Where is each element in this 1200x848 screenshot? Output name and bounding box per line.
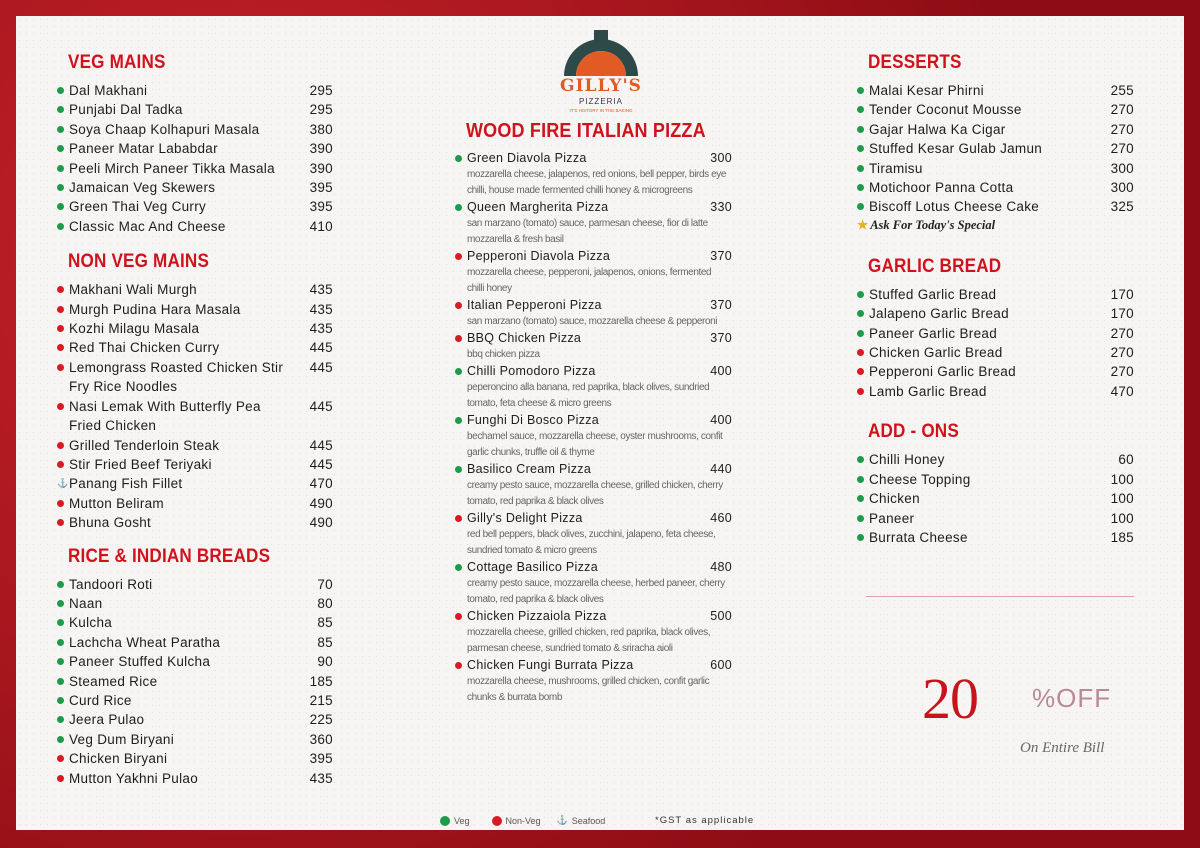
item-name: Biscoff Lotus Cheese Cake [869, 199, 1040, 215]
veg-dot-icon [57, 165, 64, 172]
menu-item [57, 652, 333, 671]
menu-item [57, 494, 333, 513]
item-price: 330 [710, 200, 732, 214]
menu-item [57, 178, 333, 197]
item-name: Stir Fried Beef Teriyaki [69, 456, 212, 472]
item-price: 360 [309, 731, 333, 747]
item-name: Jalapeno Garlic Bread [869, 306, 1009, 322]
menu-item [57, 197, 333, 216]
item-price: 270 [1110, 325, 1134, 341]
menu-item [57, 139, 333, 158]
item-name: Lamb Garlic Bread [869, 383, 987, 399]
item-name: Makhani Wali Murgh [69, 282, 197, 298]
item-name: Classic Mac And Cheese [69, 218, 226, 234]
item-name: Chicken Pizzaiola Pizza [467, 609, 607, 623]
menu-item [455, 412, 732, 429]
item-price: 225 [309, 712, 333, 728]
item-description: mozzarella cheese, jalapenos, red onions, bell pepper, birds eye chilli, house made fermented chilli honey & microgreens [467, 169, 727, 196]
item-price: 395 [309, 180, 333, 196]
item-price: 445 [309, 359, 333, 375]
item-name: Jeera Pulao [69, 712, 145, 728]
item-name: Red Thai Chicken Curry [69, 340, 220, 356]
menu-item [57, 513, 333, 532]
item-name: Lachcha Wheat Paratha [69, 634, 221, 650]
item-list [57, 575, 333, 788]
item-description: bbq chicken pizza [467, 349, 540, 360]
nonveg-dot-icon [57, 519, 64, 526]
item-price: 270 [1110, 102, 1134, 118]
item-list [857, 285, 1134, 401]
veg-dot-icon [857, 126, 864, 133]
veg-dot-icon [57, 106, 64, 113]
legend [440, 815, 605, 826]
veg-dot-icon [57, 639, 64, 646]
item-name: Stuffed Kesar Gulab Jamun [869, 141, 1043, 157]
menu-item [455, 461, 732, 478]
item-name: Queen Margherita Pizza [467, 200, 609, 214]
item-price: 100 [1110, 510, 1134, 526]
item-name: Bhuna Gosht [69, 515, 152, 531]
menu-section [857, 421, 1134, 547]
item-price: 300 [710, 151, 732, 165]
nonveg-dot-icon [455, 613, 462, 620]
item-name: Motichoor Panna Cotta [869, 180, 1014, 196]
item-name: Chicken Garlic Bread [869, 345, 1003, 361]
item-name: Soya Chaap Kolhapuri Masala [69, 121, 260, 137]
item-name: Mutton Beliram [69, 495, 164, 511]
veg-dot-icon [57, 600, 64, 607]
item-name: Tiramisu [869, 160, 923, 176]
menu-section [857, 256, 1134, 401]
offer-off: %OFF [1032, 683, 1112, 713]
menu-item [455, 363, 732, 380]
pizza-column [455, 120, 732, 706]
item-name: Green Thai Veg Curry [69, 199, 207, 215]
item-description: red bell peppers, black olives, zucchini, jalapeno, feta cheese, sundried tomato & micro greens [467, 529, 716, 556]
veg-dot-icon [857, 515, 864, 522]
veg-dot-icon [455, 417, 462, 424]
item-price: 185 [1110, 529, 1134, 545]
item-name: Paneer Stuffed Kulcha [69, 654, 211, 670]
menu-item [57, 397, 333, 436]
item-price: 440 [710, 462, 732, 476]
item-price: 435 [309, 321, 333, 337]
item-price: 470 [1110, 383, 1134, 399]
menu-item [857, 178, 1134, 197]
menu-item [57, 749, 333, 768]
item-name: Naan [69, 595, 103, 611]
nonveg-dot-icon [57, 461, 64, 468]
item-name: Basilico Cream Pizza [467, 462, 592, 476]
item-price: 370 [710, 249, 732, 263]
item-description: mozzarella cheese, mushrooms, grilled chicken, confit garlic chunks & burrata bomb [467, 676, 710, 703]
menu-section [57, 52, 333, 236]
item-name: Chicken Biryani [69, 751, 168, 767]
item-name: Dal Makhani [69, 83, 148, 98]
nonveg-dot-icon [57, 775, 64, 782]
item-price: 400 [710, 364, 732, 378]
menu-item [57, 594, 333, 613]
item-name: Veg Dum Biryani [69, 731, 175, 747]
nonveg-dot-icon [455, 515, 462, 522]
menu-item [455, 330, 732, 347]
menu-item [455, 248, 732, 265]
item-price: 600 [710, 658, 732, 672]
veg-dot-icon [857, 495, 864, 502]
item-price: 185 [309, 673, 333, 689]
menu-item [57, 338, 333, 357]
nonveg-dot-icon [857, 349, 864, 356]
veg-dot-icon [57, 678, 64, 685]
item-name: Stuffed Garlic Bread [869, 286, 997, 302]
item-price: 390 [309, 141, 333, 157]
item-name: Grilled Tenderloin Steak [69, 437, 220, 453]
item-price: 60 [1118, 452, 1134, 468]
item-name: Steamed Rice [69, 673, 158, 689]
item-name: Panang Fish Fillet [69, 476, 183, 492]
item-price: 445 [309, 456, 333, 472]
menu-item [857, 139, 1134, 158]
divider [866, 596, 1134, 597]
menu-item [57, 613, 333, 632]
menu-item [57, 691, 333, 710]
menu-item [857, 304, 1134, 323]
nonveg-dot-icon [57, 344, 64, 351]
anchor-icon: ⚓ [57, 478, 69, 489]
item-name: Paneer [869, 510, 915, 526]
veg-dot-icon [57, 736, 64, 743]
item-name: Paneer Garlic Bread [869, 325, 998, 341]
item-price: 370 [710, 298, 732, 312]
item-description: bechamel sauce, mozzarella cheese, oyster mushrooms, confit garlic chunks, truffle oil & thyme [467, 431, 723, 458]
menu-item [57, 300, 333, 319]
menu-item [857, 81, 1134, 100]
logo-sub: PIZZERIA [578, 97, 623, 106]
anchor-icon: ⚓ [556, 815, 568, 825]
right-column [857, 52, 1134, 547]
nonveg-dot-icon [57, 500, 64, 507]
veg-dot-icon [57, 126, 64, 133]
menu-item [455, 608, 732, 625]
item-price: 435 [309, 301, 333, 317]
nonveg-dot-icon [455, 253, 462, 260]
item-name: Mutton Yakhni Pulao [69, 770, 199, 786]
item-price: 85 [317, 615, 333, 631]
veg-dot-icon [857, 165, 864, 172]
item-name: BBQ Chicken Pizza [467, 331, 582, 345]
todays-special [857, 217, 1134, 234]
menu-section [857, 52, 1134, 234]
item-price: 270 [1110, 141, 1134, 157]
item-price: 80 [317, 595, 333, 611]
item-price: 445 [309, 437, 333, 453]
item-price: 390 [309, 160, 333, 176]
item-price: 270 [1110, 345, 1134, 361]
item-name: Italian Pepperoni Pizza [467, 298, 602, 312]
menu-item [857, 528, 1134, 547]
item-price: 270 [1110, 121, 1134, 137]
item-name: Punjabi Dal Tadka [69, 102, 183, 118]
item-name: Gajar Halwa Ka Cigar [869, 121, 1006, 137]
item-name: Chilli Honey [869, 452, 945, 468]
menu-item [857, 324, 1134, 343]
veg-dot-icon [57, 223, 64, 230]
nonveg-dot-icon [57, 403, 64, 410]
veg-dot-icon [857, 310, 864, 317]
legend-nonveg: Non-Veg [505, 815, 541, 826]
nonveg-dot-icon [857, 388, 864, 395]
item-price: 325 [1110, 199, 1134, 215]
item-price: 445 [309, 340, 333, 356]
veg-dot-icon [57, 716, 64, 723]
item-price: 100 [1110, 471, 1134, 487]
item-price: 170 [1110, 286, 1134, 302]
left-column [57, 52, 333, 788]
item-price: 395 [309, 751, 333, 767]
menu-item [857, 450, 1134, 469]
nonveg-dot-icon [492, 816, 502, 826]
veg-dot-icon [857, 534, 864, 541]
menu-item [857, 343, 1134, 362]
menu-item [57, 100, 333, 119]
item-list [857, 81, 1134, 234]
nonveg-dot-icon [57, 442, 64, 449]
item-name: Pepperoni Diavola Pizza [467, 249, 611, 263]
veg-dot-icon [57, 145, 64, 152]
nonveg-dot-icon [857, 368, 864, 375]
item-price: 410 [309, 218, 333, 234]
veg-dot-icon [455, 466, 462, 473]
item-price: 90 [317, 654, 333, 670]
logo-tagline: IT'S HISTORY IN THE BAKING [569, 108, 633, 113]
menu-item [57, 217, 333, 236]
nonveg-dot-icon [455, 662, 462, 669]
nonveg-dot-icon [57, 286, 64, 293]
nonveg-dot-icon [57, 755, 64, 762]
item-name: Cottage Basilico Pizza [467, 560, 598, 574]
menu-item [57, 633, 333, 652]
item-name: Tender Coconut Mousse [869, 102, 1022, 118]
logo-brand: GILLY'S [560, 76, 642, 96]
veg-dot-icon [857, 456, 864, 463]
section-title: RICE & INDIAN BREADS [68, 545, 271, 567]
offer-banner [922, 655, 1142, 765]
menu-item [455, 510, 732, 527]
item-price: 100 [1110, 491, 1134, 507]
item-description: san marzano (tomato) sauce, mozzarella cheese & pepperoni [467, 316, 718, 327]
veg-dot-icon [440, 816, 450, 826]
item-name: Jamaican Veg Skewers [69, 180, 216, 196]
item-price: 470 [309, 476, 333, 492]
veg-dot-icon [455, 155, 462, 162]
item-price: 215 [309, 692, 333, 708]
menu-item [455, 559, 732, 576]
item-name: Pepperoni Garlic Bread [869, 364, 1016, 380]
menu-item [857, 197, 1134, 216]
veg-dot-icon [857, 184, 864, 191]
item-description: peperoncino alla banana, red paprika, black olives, sundried tomato, feta cheese & micro greens [467, 382, 710, 409]
veg-dot-icon [857, 291, 864, 298]
item-name: Tandoori Roti [69, 576, 153, 592]
menu-item [57, 159, 333, 178]
item-name: Green Diavola Pizza [467, 151, 587, 165]
item-name: Kozhi Milagu Masala [69, 321, 200, 337]
menu-item [57, 474, 333, 493]
item-description: mozzarella cheese, grilled chicken, red paprika, black olives, parmesan cheese, sundried tomato & sriracha aioli [467, 627, 711, 654]
menu-item [857, 362, 1134, 381]
item-list [857, 450, 1134, 547]
section-title: DESSERTS [868, 52, 962, 73]
item-name: Chicken [869, 491, 920, 507]
menu-item [57, 769, 333, 788]
section-title: WOOD FIRE ITALIAN PIZZA [466, 120, 706, 142]
menu-item [857, 382, 1134, 401]
item-price: 460 [710, 511, 732, 525]
item-price: 435 [309, 282, 333, 298]
item-price: 300 [1110, 180, 1134, 196]
item-price: 295 [309, 83, 333, 98]
veg-dot-icon [857, 106, 864, 113]
veg-dot-icon [57, 619, 64, 626]
item-price: 480 [710, 560, 732, 574]
item-description: creamy pesto sauce, mozzarella cheese, herbed paneer, cherry tomato, red paprika & black olives [467, 578, 725, 605]
menu-item [57, 455, 333, 474]
veg-dot-icon [455, 204, 462, 211]
gst-note: *GST as applicable [655, 815, 755, 826]
item-name: Peeli Mirch Paneer Tikka Masala [69, 160, 275, 176]
item-name: Burrata Cheese [869, 529, 968, 545]
legend-veg: Veg [454, 815, 470, 826]
item-price: 400 [710, 413, 732, 427]
veg-dot-icon [857, 145, 864, 152]
section-title: GARLIC BREAD [868, 255, 1002, 277]
menu-item [857, 159, 1134, 178]
item-price: 380 [309, 121, 333, 137]
menu-item [857, 489, 1134, 508]
item-list [57, 81, 333, 236]
menu-item [857, 120, 1134, 139]
section-title: ADD - ONS [868, 421, 959, 443]
menu-item [857, 100, 1134, 119]
star-icon: ★ [857, 217, 869, 232]
menu-item [455, 150, 732, 167]
nonveg-dot-icon [455, 335, 462, 342]
menu-item [57, 575, 333, 594]
veg-dot-icon [857, 330, 864, 337]
offer-subtitle: On Entire Bill [1020, 740, 1105, 756]
offer-percent: 20 [922, 666, 978, 731]
veg-dot-icon [455, 368, 462, 375]
menu-item [455, 297, 732, 314]
section-title: NON VEG MAINS [68, 251, 210, 273]
item-price: 170 [1110, 306, 1134, 322]
item-list [455, 150, 732, 706]
item-price: 270 [1110, 364, 1134, 380]
menu-item [57, 672, 333, 691]
item-description: mozzarella cheese, pepperoni, jalapenos, onions, fermented chilli honey [467, 267, 712, 294]
item-price: 370 [710, 331, 732, 345]
menu-section [57, 251, 333, 532]
item-price: 500 [710, 609, 732, 623]
veg-dot-icon [857, 476, 864, 483]
item-list [57, 280, 333, 532]
special-text: Ask For Today's Special [870, 217, 996, 232]
item-name: Nasi Lemak With Butterfly Pea Fried Chicken [69, 398, 261, 434]
pizza-oven-icon [556, 28, 646, 78]
item-price: 445 [309, 398, 333, 414]
item-name: Cheese Topping [869, 471, 971, 487]
veg-dot-icon [57, 203, 64, 210]
menu-item [455, 199, 732, 216]
menu-item [57, 81, 333, 100]
item-price: 435 [309, 770, 333, 786]
logo [556, 28, 646, 118]
item-price: 395 [309, 199, 333, 215]
item-name: Lemongrass Roasted Chicken Stir Fry Rice Noodles [69, 359, 284, 395]
veg-dot-icon [455, 564, 462, 571]
item-description: creamy pesto sauce, mozzarella cheese, grilled chicken, cherry tomato, red paprika & black olives [467, 480, 723, 507]
veg-dot-icon [57, 697, 64, 704]
nonveg-dot-icon [455, 302, 462, 309]
item-price: 255 [1110, 83, 1134, 98]
item-name: Murgh Pudina Hara Masala [69, 301, 241, 317]
veg-dot-icon [857, 87, 864, 94]
veg-dot-icon [57, 184, 64, 191]
veg-dot-icon [857, 203, 864, 210]
menu-item [57, 710, 333, 729]
nonveg-dot-icon [57, 364, 64, 371]
veg-dot-icon [57, 581, 64, 588]
veg-dot-icon [57, 658, 64, 665]
item-name: Kulcha [69, 615, 113, 631]
item-price: 70 [317, 576, 333, 592]
item-price: 295 [309, 102, 333, 118]
menu-item [857, 509, 1134, 528]
item-name: Chilli Pomodoro Pizza [467, 364, 596, 378]
menu-item [57, 319, 333, 338]
menu-item [57, 120, 333, 139]
menu-item [857, 470, 1134, 489]
item-price: 85 [317, 634, 333, 650]
item-name: Paneer Matar Lababdar [69, 141, 218, 157]
menu-section [57, 546, 333, 788]
item-description: san marzano (tomato) sauce, parmesan cheese, fior di latte mozzarella & fresh basil [467, 218, 708, 245]
item-name: Gilly's Delight Pizza [467, 511, 583, 525]
menu-item [57, 436, 333, 455]
item-price: 300 [1110, 160, 1134, 176]
item-name: Curd Rice [69, 692, 132, 708]
menu-item [455, 657, 732, 674]
nonveg-dot-icon [57, 325, 64, 332]
item-price: 490 [309, 515, 333, 531]
nonveg-dot-icon [57, 306, 64, 313]
item-name: Funghi Di Bosco Pizza [467, 413, 600, 427]
menu-item [857, 285, 1134, 304]
item-price: 490 [309, 495, 333, 511]
legend-seafood: Seafood [571, 815, 606, 826]
item-name: Chicken Fungi Burrata Pizza [467, 658, 634, 672]
section-title: VEG MAINS [68, 52, 166, 73]
veg-dot-icon [57, 87, 64, 94]
menu-item [57, 280, 333, 299]
menu-item [57, 730, 333, 749]
menu-item [57, 358, 333, 397]
item-name: Malai Kesar Phirni [869, 83, 984, 98]
